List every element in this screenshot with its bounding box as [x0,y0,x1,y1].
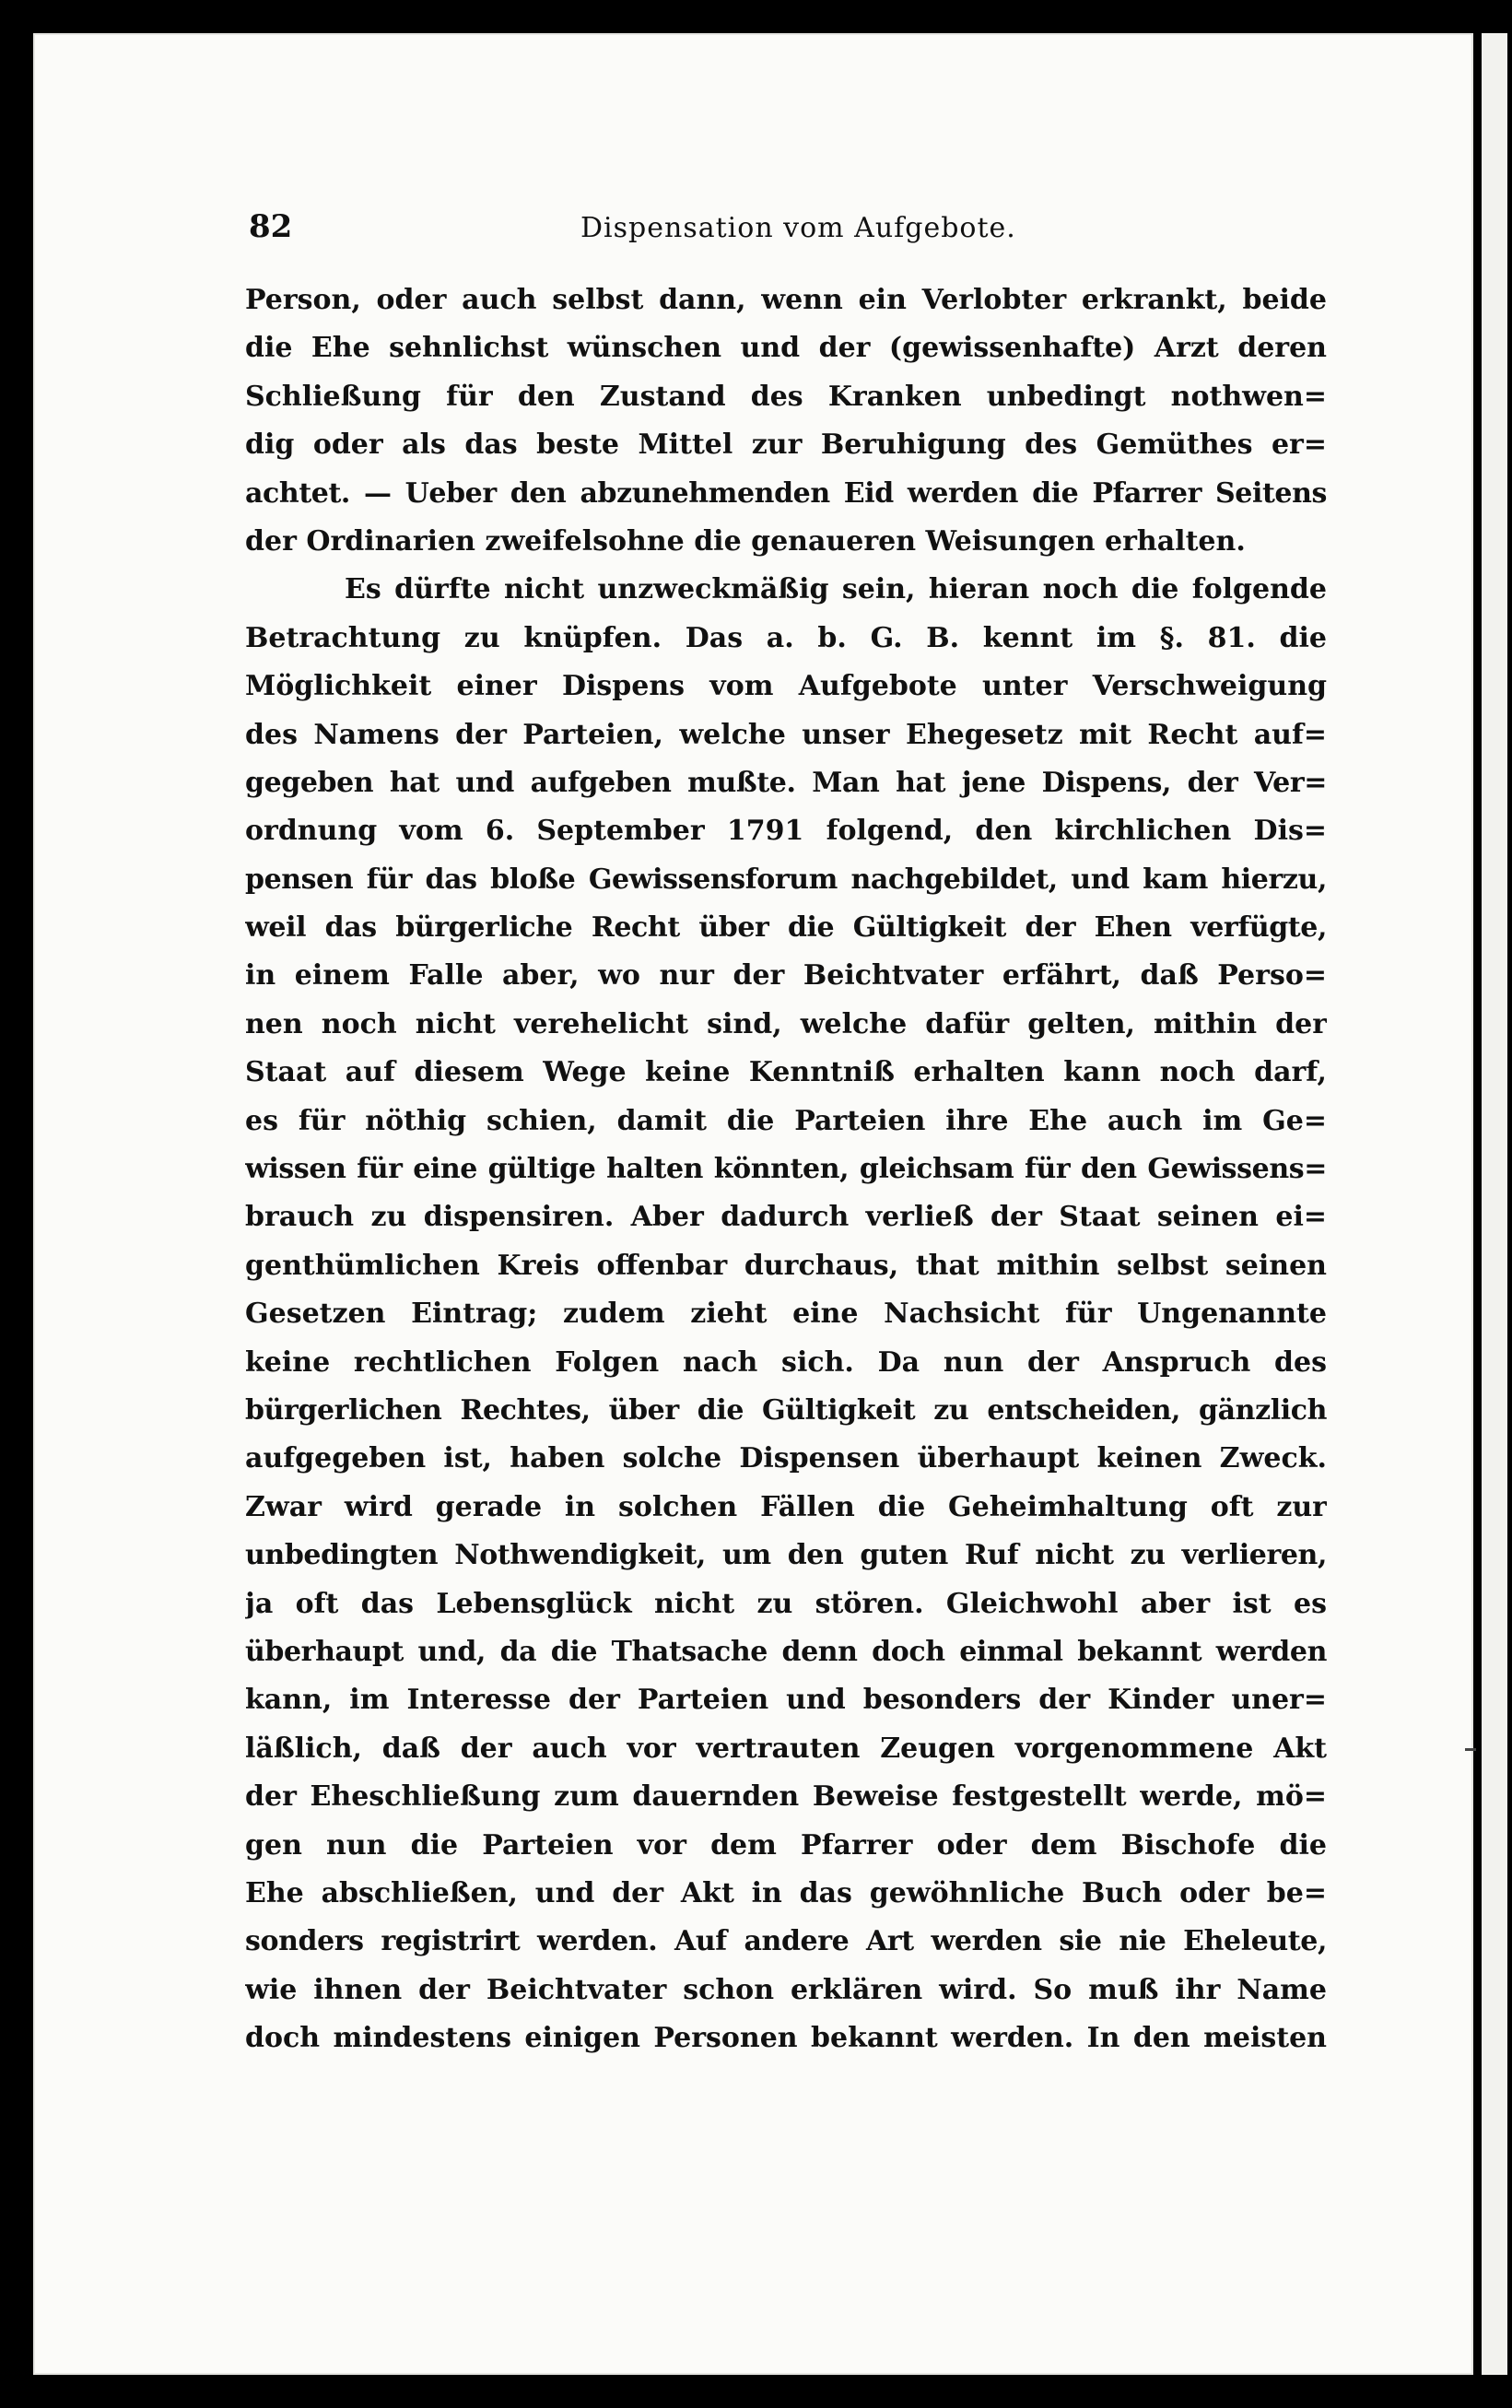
text-line: bürgerlichen Rechtes, über die Gültigkeit zu entscheiden, gänzlich [245,1393,1327,1427]
text-line: die Ehe sehnlichst wünschen und der (gewissenhafte) Arzt deren [245,332,1327,365]
text-line: Schließung für den Zustand des Kranken unbedingt nothwen= [245,380,1327,413]
running-title: Dispensation vom Aufgebote. [580,212,1016,244]
text-line: Es dürfte nicht unzweckmäßig sein, hieran noch die folgende [345,573,1327,606]
text-line: gegeben hat und aufgeben mußte. Man hat jene Dispens, der Ver= [245,766,1327,799]
text-line: Staat auf diesem Wege keine Kenntniß erhalten kann noch darf, [245,1056,1327,1089]
text-line: nen noch nicht verehelicht sind, welche dafür gelten, mithin der [245,1007,1327,1040]
text-line: in einem Falle aber, wo nur der Beichtvater erfährt, daß Perso= [245,959,1327,993]
text-line: Ehe abschließen, und der Akt in das gewöhnliche Buch oder be= [245,1876,1327,1909]
text-line: aufgegeben ist, haben solche Dispensen überhaupt keinen Zweck. [245,1442,1327,1475]
text-line: genthümlichen Kreis offenbar durchaus, that mithin selbst seinen [245,1249,1327,1282]
page-number: 82 [249,208,293,245]
text-line: der Ordinarien zweifelsohne die genaueren Weisungen erhalten. [245,524,1246,558]
text-line: der Eheschließung zum dauernden Beweise festgestellt werde, mö= [245,1780,1327,1814]
text-line: Person, oder auch selbst dann, wenn ein Verlobter erkrankt, beide [245,284,1327,316]
text-line: ordnung vom 6. September 1791 folgend, den kirchlichen Dis= [245,815,1327,848]
text-line: gen nun die Parteien vor dem Pfarrer oder dem Bischofe die [245,1828,1327,1862]
text-line: es für nöthig schien, damit die Parteien ihre Ehe auch im Ge= [245,1104,1327,1137]
text-line: des Namens der Parteien, welche unser Ehegesetz mit Recht auf= [245,718,1327,751]
adjacent-page-edge [1482,33,1507,2375]
text-line: doch mindestens einigen Personen bekannt werden. In den meisten [245,2022,1327,2055]
text-line: Möglichkeit einer Dispens vom Aufgebote unter Verschweigung [245,670,1327,703]
text-line: ja oft das Lebensglück nicht zu stören. Gleichwohl aber ist es [245,1587,1327,1620]
text-line: Zwar wird gerade in solchen Fällen die Geheimhaltung oft zur [245,1490,1327,1523]
text-line: Gesetzen Eintrag; zudem zieht eine Nachsicht für Ungenannte [245,1298,1327,1331]
text-line: achtet. — Ueber den abzunehmenden Eid werden die Pfarrer Seitens [245,476,1327,510]
text-line: Betrachtung zu knüpfen. Das a. b. G. B. kennt im §. 81. die [245,621,1327,654]
text-line: weil das bürgerliche Recht über die Gültigkeit der Ehen verfügte, [245,911,1327,945]
text-line: unbedingten Nothwendigkeit, um den guten Ruf nicht zu verlieren, [245,1539,1327,1572]
page-header [249,208,1336,254]
text-line: keine rechtlichen Folgen nach sich. Da nun der Anspruch des [245,1345,1327,1379]
body-text [245,276,1327,2062]
text-line: wissen für eine gültige halten könnten, gleichsam für den Gewissens= [245,1153,1327,1186]
text-line: dig oder als das beste Mittel zur Beruhigung des Gemüthes er= [245,429,1327,462]
text-line: kann, im Interesse der Parteien und besonders der Kinder uner= [245,1684,1327,1717]
text-line: überhaupt und, da die Thatsache denn doch einmal bekannt werden [245,1635,1327,1668]
text-line: sonders registrirt werden. Auf andere Art werden sie nie Eheleute, [245,1925,1327,1958]
text-line: läßlich, daß der auch vor vertrauten Zeugen vorgenommene Akt [245,1732,1327,1765]
margin-mark [1465,1748,1476,1751]
text-line: pensen für das bloße Gewissensforum nachgebildet, und kam hierzu, [245,863,1327,896]
text-line: wie ihnen der Beichtvater schon erklären wird. So muß ihr Name [245,1973,1327,2006]
text-line: brauch zu dispensiren. Aber dadurch verließ der Staat seinen ei= [245,1201,1327,1234]
